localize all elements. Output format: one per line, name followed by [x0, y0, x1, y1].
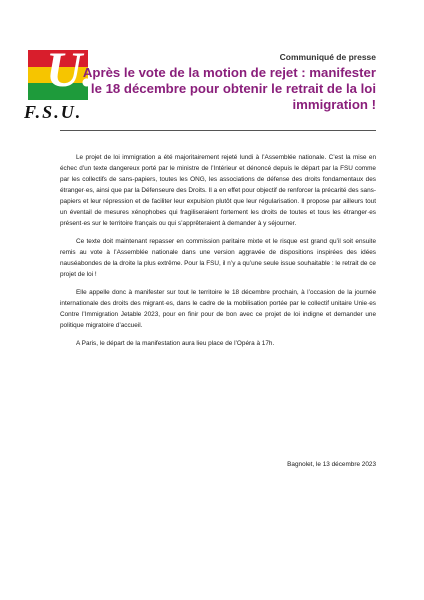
logo-letter: U.: [46, 41, 95, 97]
body-paragraph: Elle appelle donc à manifester sur tout le territoire le 18 décembre prochain, à l’occasion de la journée internationale des droits des migrant·es, dans le cadre de la mobilisation portée par le collectif unitaire Unie·es Contre l’Immigration Jetable 2023, pour en finir pour de bon avec ce projet de loi indigne et demander une politique migratoire d’accueil.: [60, 289, 376, 330]
press-release-headline: Après le vote de la motion de rejet : manifester le 18 décembre pour obtenir le retrait de la loi immigration !: [82, 65, 376, 113]
press-release-kicker: Communiqué de presse: [279, 52, 376, 62]
header-divider: [60, 130, 376, 131]
body-paragraph: Le projet de loi immigration a été majoritairement rejeté lundi à l’Assemblée nationale. C’est la mise en échec d’un texte dangereux porté par le ministre de l’Intérieur et dénoncé depuis le départ par la FSU comme par les collectifs de sans-papiers, toutes les ONG, les associations de défense des droits fondamentaux des étranger·es, ainsi que par la Défenseure des Droits. Il a en effet pour objectif de renforcer la précarité des sans-papiers et leur répression et de faciliter leur expulsion plutôt que leur régularisation. Il propose par ailleurs tout un éventail de mesures xénophobes qui fragiliseraient fortement les droits de toutes et tous les étranger·es présent·es sur le territoire français ou qui s’apprêteraient à demander à y séjourner.: [60, 154, 376, 228]
place-date-signoff: Bagnolet, le 13 décembre 2023: [287, 461, 376, 468]
body-paragraph: Ce texte doit maintenant repasser en commission paritaire mixte et le risque est grand qu’il soit ensuite remis au vote à l’Assemblée nationale dans une version aggravée de dispositions inspirées des idées nauséabondes de la droite la plus extrême. Pour la FSU, il n’y a qu’une seule issue souhaitable : le retrait de ce projet de loi !: [60, 238, 376, 279]
press-release-body: [60, 152, 376, 356]
logo-text: F.S.U.: [24, 102, 83, 122]
press-release-header: [76, 52, 376, 113]
body-paragraph: A Paris, le départ de la manifestation aura lieu place de l’Opéra à 17h.: [76, 340, 275, 348]
